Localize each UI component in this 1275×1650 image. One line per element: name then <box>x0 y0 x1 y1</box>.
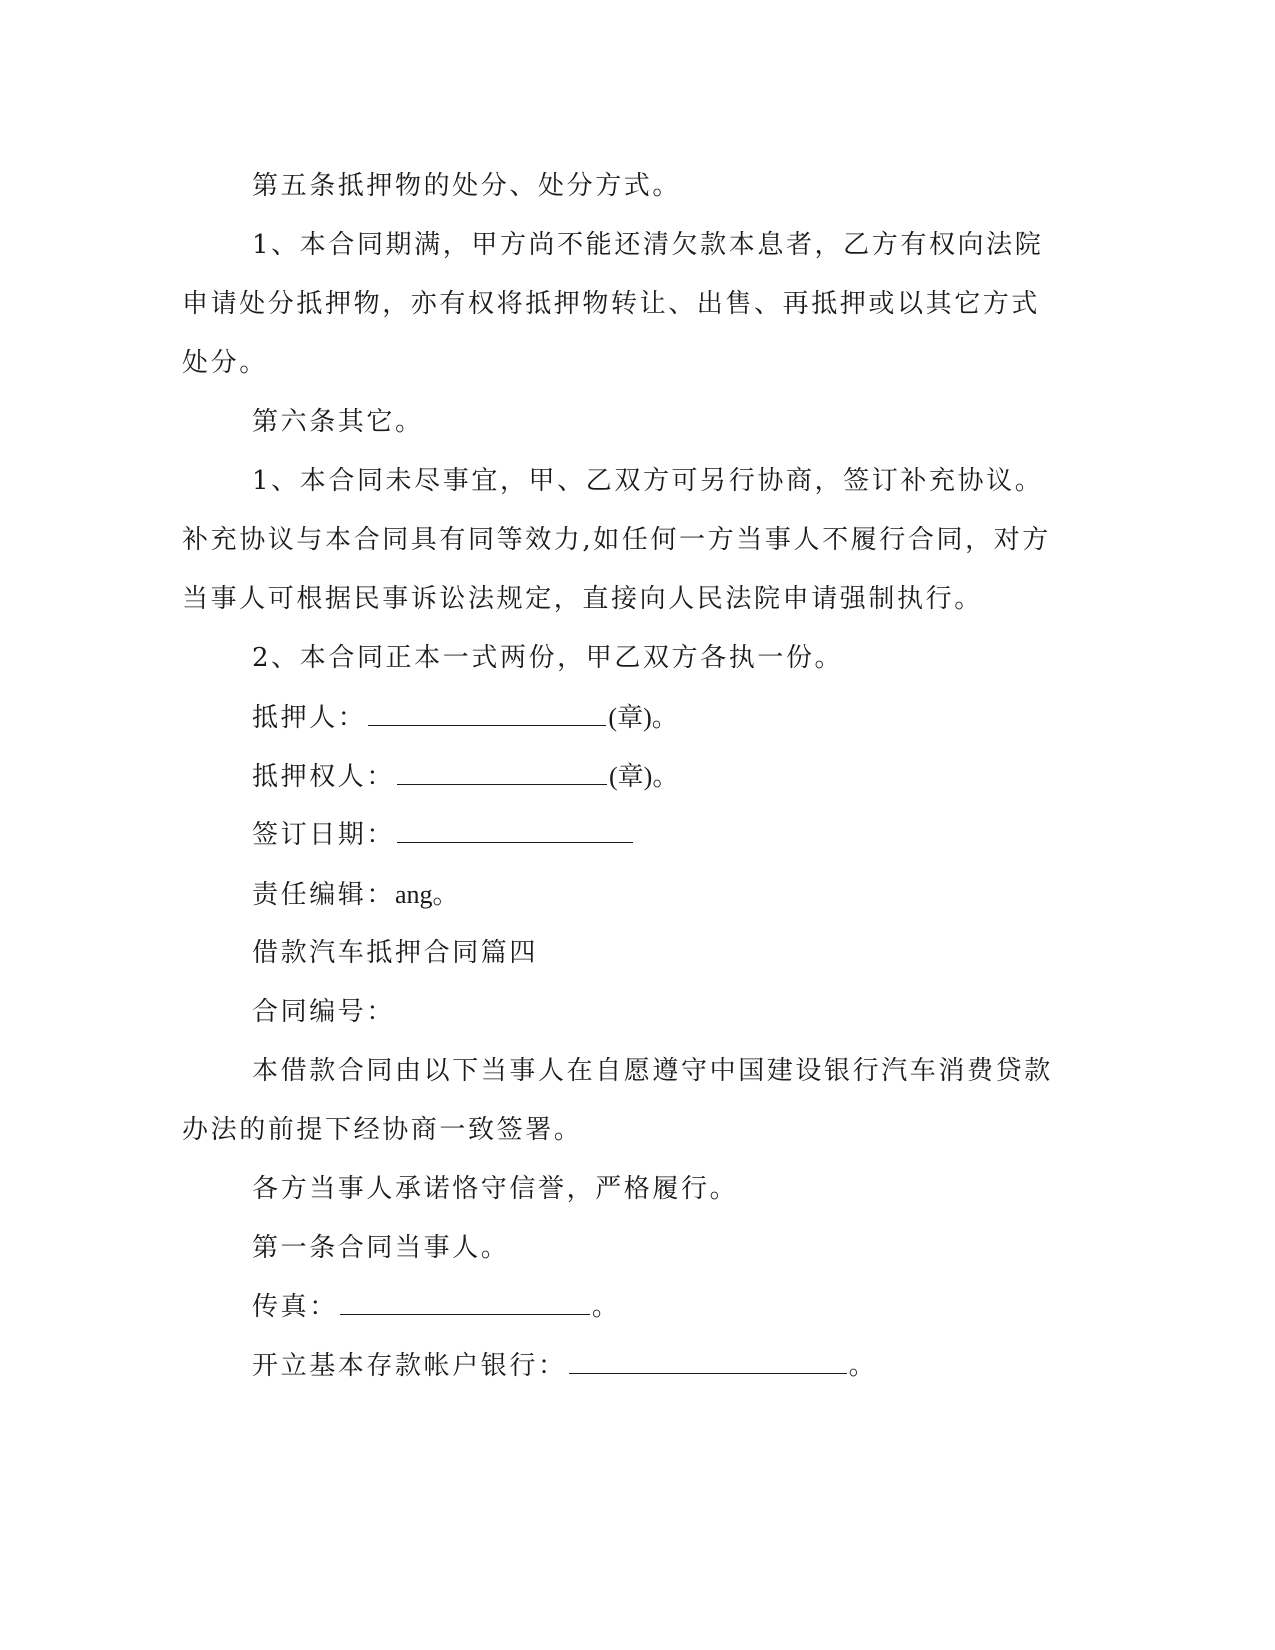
bank-account-line <box>182 1337 1032 1396</box>
fax-label: 传真： <box>252 1292 338 1322</box>
paragraph-line: 当事人可根据民事诉讼法规定，直接向人民法院申请强制执行。 <box>182 584 983 614</box>
paragraph-line: 1、本合同未尽事宜，甲、乙双方可另行协商，签订补充协议。 <box>252 466 1044 496</box>
mortgagee-blank <box>397 762 607 785</box>
sign-date-blank <box>397 820 633 843</box>
sign-date-line <box>182 806 1032 865</box>
mortgagor-blank <box>368 703 606 726</box>
mortgagee-signature-line <box>182 747 1032 806</box>
mortgagor-label: 抵押人： <box>252 703 367 733</box>
mortgagee-label: 抵押权人： <box>252 762 396 792</box>
commitment-line: 各方当事人承诺恪守信誉，严格履行。 <box>252 1174 739 1204</box>
document-body <box>182 157 1053 1396</box>
paragraph-line: 处分。 <box>182 348 268 378</box>
editor-label: 责任编辑： <box>252 880 396 910</box>
contract-number-label: 合同编号： <box>252 997 396 1027</box>
bank-account-blank <box>569 1351 847 1374</box>
mortgagor-seal-suffix: (章)。 <box>608 703 678 732</box>
editor-line <box>182 865 1032 924</box>
article-1-heading: 第一条合同当事人。 <box>252 1233 510 1263</box>
paragraph-line: 办法的前提下经协商一致签署。 <box>182 1115 583 1145</box>
paragraph-line: 1、本合同期满，甲方尚不能还清欠款本息者，乙方有权向法院 <box>252 230 1044 260</box>
editor-value: ang。 <box>395 880 459 909</box>
fax-blank <box>340 1292 590 1315</box>
article-6-heading: 第六条其它。 <box>252 407 424 437</box>
mortgagee-seal-suffix: (章)。 <box>609 762 679 791</box>
paragraph-line: 本借款合同由以下当事人在自愿遵守中国建设银行汽车消费贷款 <box>252 1056 1053 1086</box>
sign-date-label: 签订日期： <box>252 820 396 850</box>
fax-line <box>182 1278 1032 1337</box>
article-5-heading: 第五条抵押物的处分、处分方式。 <box>252 171 682 201</box>
fax-suffix: 。 <box>591 1292 621 1322</box>
section-title: 借款汽车抵押合同篇四 <box>252 938 539 968</box>
paragraph-line: 补充协议与本合同具有同等效力,如任何一方当事人不履行合同，对方 <box>182 525 1051 555</box>
paragraph-line: 2、本合同正本一式两份，甲乙双方各执一份。 <box>252 643 844 673</box>
paragraph-line: 申请处分抵押物，亦有权将抵押物转让、出售、再抵押或以其它方式 <box>182 289 1041 319</box>
mortgagor-signature-line <box>182 688 1032 747</box>
bank-account-label: 开立基本存款帐户银行： <box>252 1351 567 1381</box>
bank-account-suffix: 。 <box>848 1351 878 1381</box>
